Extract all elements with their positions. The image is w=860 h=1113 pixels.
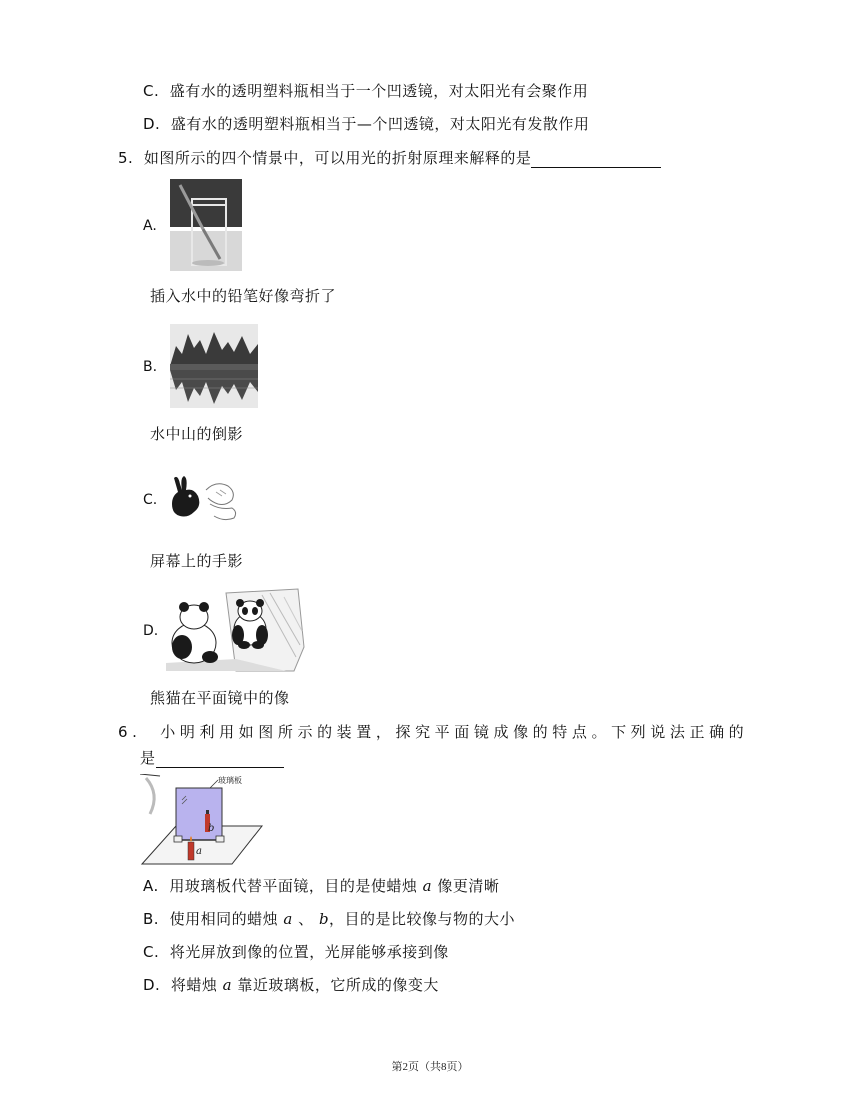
q6-option-c xyxy=(143,942,449,962)
option-text: 盛有水的透明塑料瓶相当于一个凹透镜，对太阳光有会聚作用 xyxy=(169,82,589,100)
option-letter: D. xyxy=(143,976,161,994)
q5-option-d-letter: D. xyxy=(143,623,159,639)
mountain-reflection-icon xyxy=(170,324,258,408)
separator: 、 xyxy=(298,910,314,928)
q5-option-c-letter: C. xyxy=(143,492,158,508)
question-text: 是 xyxy=(140,749,156,767)
option-letter: A. xyxy=(143,877,159,895)
q6-option-b xyxy=(143,909,515,929)
q4-option-c xyxy=(143,81,588,101)
candle-a-label: a xyxy=(196,846,202,857)
option-letter: C. xyxy=(143,82,160,100)
option-text-post: 像更清晰 xyxy=(437,877,500,895)
page-number-footer: 第2页（共8页） xyxy=(391,1061,469,1073)
q5-option-b-letter: B. xyxy=(143,359,158,375)
mountain-reflection-image xyxy=(170,324,258,408)
option-text-pre: 将蜡烛 xyxy=(170,976,218,994)
question-number: 5. xyxy=(118,149,134,167)
option-text-post: ，目的是比较像与物的大小 xyxy=(329,910,516,928)
q5-option-a-caption: 插入水中的铅笔好像弯折了 xyxy=(150,287,337,305)
option-letter: C. xyxy=(143,943,160,961)
hand-shadow-image xyxy=(166,470,242,532)
q6-option-a xyxy=(143,876,499,896)
answer-blank xyxy=(156,750,284,768)
q5-option-d-caption: 熊猫在平面镜中的像 xyxy=(150,689,290,707)
q5-option-a-letter: A. xyxy=(143,218,157,234)
question-number: 6. xyxy=(118,723,142,741)
q5-option-c-caption: 屏幕上的手影 xyxy=(150,552,244,570)
q6-stem-line1 xyxy=(118,722,748,742)
q4-option-d xyxy=(143,114,589,134)
variable-b: b xyxy=(318,910,330,928)
panda-mirror-image xyxy=(166,587,306,672)
option-text: 将光屏放到像的位置，光屏能够承接到像 xyxy=(169,943,449,961)
variable-a: a xyxy=(222,976,233,994)
variable-a: a xyxy=(283,910,293,928)
variable-a: a xyxy=(422,877,433,895)
option-letter: B. xyxy=(143,910,160,928)
q6-option-d xyxy=(143,975,439,995)
q6-stem-line2 xyxy=(140,748,284,768)
hand-shadow-rabbit-icon xyxy=(166,470,242,532)
plane-mirror-apparatus-icon xyxy=(140,774,264,868)
panda-mirror-icon xyxy=(166,587,306,672)
q5-stem xyxy=(118,148,661,168)
option-text-pre: 使用相同的蜡烛 xyxy=(169,910,279,928)
question-text: 小明利用如图所示的装置，探究平面镜成像的特点。下列说法正确的 xyxy=(160,723,749,741)
glass-plate-label: 玻璃板 xyxy=(218,776,242,785)
q5-option-b-caption: 水中山的倒影 xyxy=(150,425,244,443)
option-text: 盛有水的透明塑料瓶相当于—个凹透镜，对太阳光有发散作用 xyxy=(170,115,590,133)
option-text-pre: 用玻璃板代替平面镜，目的是使蜡烛 xyxy=(169,877,418,895)
answer-blank xyxy=(531,150,661,168)
option-text-post: 靠近玻璃板，它所成的像变大 xyxy=(237,976,439,994)
pencil-in-water-icon xyxy=(170,179,242,271)
candle-b-label: b xyxy=(208,823,215,834)
pencil-in-water-image xyxy=(170,179,242,271)
question-text: 如图所示的四个情景中，可以用光的折射原理来解释的是 xyxy=(143,149,532,167)
option-letter: D. xyxy=(143,115,161,133)
plane-mirror-apparatus-figure xyxy=(140,774,264,868)
